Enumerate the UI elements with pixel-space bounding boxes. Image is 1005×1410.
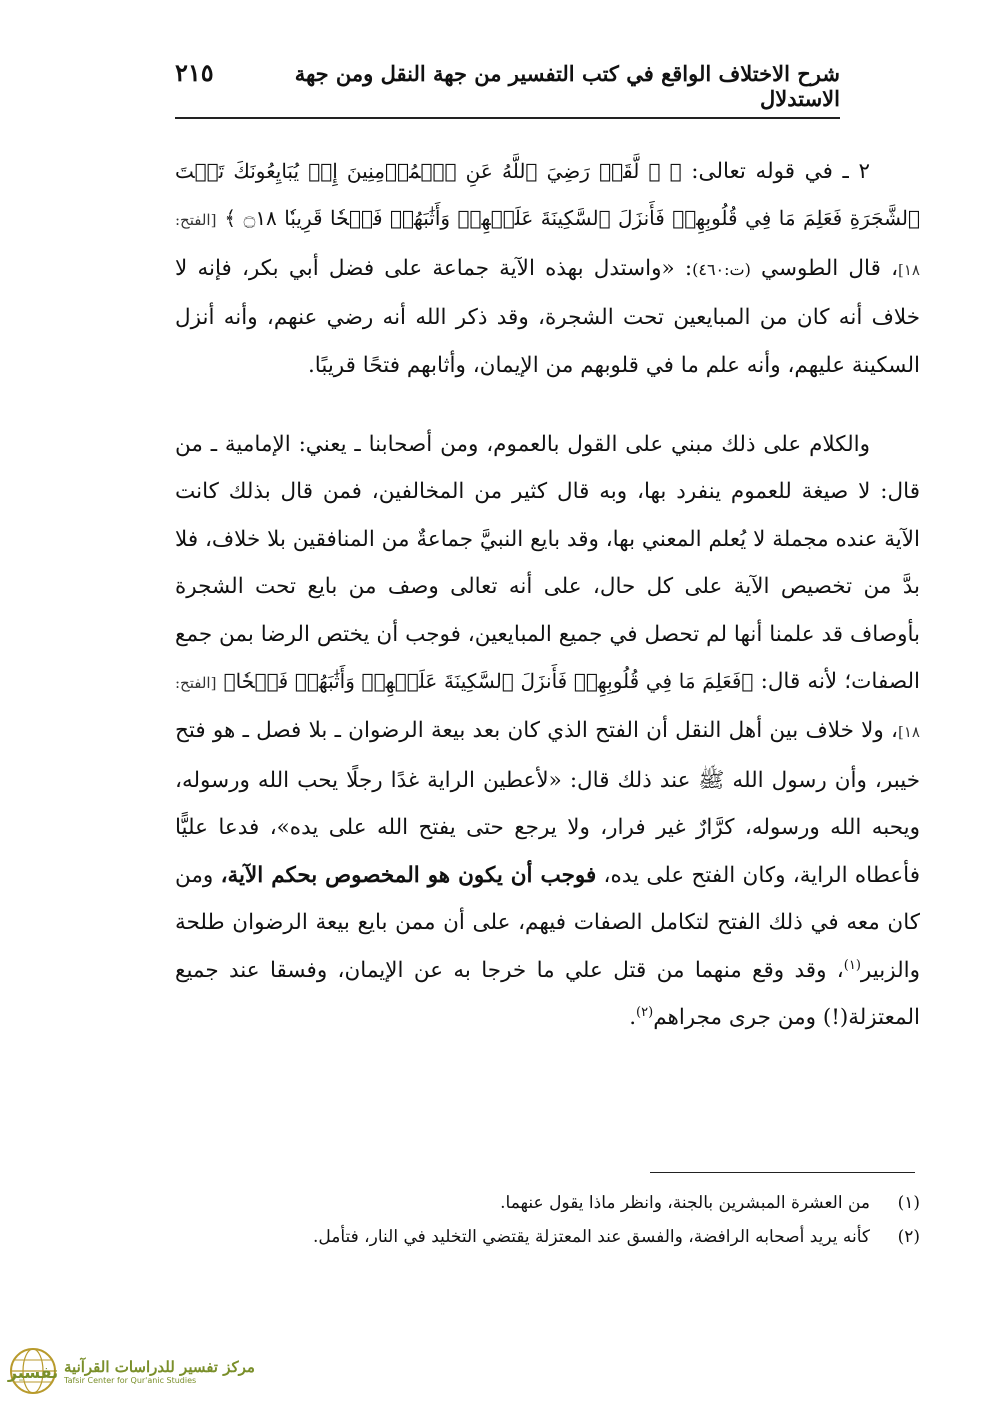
death-date: (ت:٤٦٠)	[692, 259, 751, 279]
para1-text: : «واستدل بهذه الآية جماعة على فضل أبي بكر، فإنه لا خلاف أنه كان من المبايعين تحت الشجرة، وقد ذكر الله أنه رضي عنهم، وأنه أنزل السكينة عليهم، وأنه علم ما في قلوبهم من الإيمان، وأثابهم فتحًا قريبًا.	[175, 255, 920, 378]
header-title: شرح الاختلاف الواقع في كتب التفسير من جهة النقل ومن جهة الاستدلال	[294, 61, 840, 111]
footnote-number: (٢)	[897, 1227, 920, 1247]
para2-text-c: ومن كان معه في ذلك الفتح لتكامل الصفات فيهم، على أن ممن بايع بيعة الرضوان طلحة والزبير	[175, 862, 920, 983]
footnote-text: كأنه يريد أصحابه الرافضة، والفسق عند المعتزلة يقتضي التخليد في النار، فتأمل.	[312, 1227, 870, 1247]
running-header	[175, 58, 840, 119]
para1-lead: ٢ ـ في قوله تعالى:	[681, 159, 870, 184]
para2-text-b: ، ولا خلاف بين أهل النقل أن الفتح الذي كان بعد بيعة الرضوان ـ بلا فصل ـ هو فتح خيبر، وأن رسول الله ﷺ عند ذلك قال: «لأعطين الراية غدًا رجلًا يحب الله ورسوله، ويحبه الله ورسوله، كرَّارٌ غير فرار، ولا يرجع حتى يفتح الله على يده»، فدعا عليًّا فأعطاه الراية، وكان الفتح على يده،	[175, 718, 920, 888]
quran-verse: ﴿ ۞ لَّقَدۡ رَضِيَ ٱللَّهُ عَنِ ٱلۡمُؤۡمِنِينَ إِذۡ يُبَايِعُونَكَ تَحۡتَ ٱلشَّجَرَةِ فَعَلِمَ مَا فِي قُلُوبِهِمۡ فَأَنزَلَ ٱلسَّكِينَةَ عَلَيۡهِمۡ وَأَثَٰبَهُمۡ فَتۡحٗا قَرِيبٗا ۝١٨ ﴾	[175, 159, 921, 231]
para2-text-e: .	[629, 1004, 637, 1030]
footnote-number: (١)	[897, 1193, 920, 1213]
quran-verse-2: ﴿فَعَلِمَ مَا فِي قُلُوبِهِمۡ فَأَنزَلَ ٱلسَّكِينَةَ عَلَيۡهِمۡ وَأَثَٰبَهُمۡ فَتۡحٗا﴾	[223, 669, 754, 694]
footnote-item	[180, 1220, 920, 1254]
verse-reference: [الفتح: ١٨]	[175, 211, 920, 279]
logo-mark-text: تفسير	[7, 1363, 59, 1382]
bold-statement: فوجب أن يكون هو المخصوص بحكم الآية،	[220, 862, 597, 888]
footnote-marker-2[interactable]: (٢)	[636, 1004, 654, 1020]
logo-english: Tafsir Center for Qur'anic Studies	[64, 1375, 197, 1385]
para1-after-ref: ، قال الطوسي	[750, 255, 899, 281]
footnotes	[180, 1186, 920, 1254]
footnote-divider	[650, 1172, 915, 1173]
footnote-marker-1[interactable]: (١)	[843, 957, 861, 973]
logo-arabic: مركز تفسير للدراسات القرآنية	[64, 1357, 255, 1376]
para2-text-a: والكلام على ذلك مبني على القول بالعموم، ومن أصحابنا ـ يعني: الإمامية ـ من قال: لا صيغة للعموم ينفرد بها، وبه قال كثير من المخالفين، فمن قال بذلك كانت الآية عنده مجملة لا يُعلم المعني بها، وقد بايع النبيَّ جماعةٌ من المنافقين بلا خلاف، فلا بدَّ من تخصيص الآية على كل حال، على أنه تعالى وصف من بايع تحت الشجرة بأوصاف قد علمنا أنها لم تحصل في جميع المبايعين، فوجب أن يختص الرضا بمن جمع الصفات؛ لأنه قال:	[175, 432, 921, 695]
main-text	[175, 148, 920, 1041]
footnote-text: من العشرة المبشرين بالجنة، وانظر ماذا يقول عنهما.	[500, 1193, 870, 1213]
page-number: ٢١٥	[175, 58, 214, 87]
globe-logo-icon	[6, 1346, 60, 1396]
verse-reference-2: [الفتح: ١٨]	[175, 674, 920, 742]
tafsir-center-logo	[6, 1345, 255, 1397]
paragraph-1	[175, 148, 920, 389]
paragraph-2	[175, 421, 920, 1041]
logo-wordmark	[64, 1358, 255, 1385]
para2-text-d: ، وقد وقع منهما من قتل علي ما خرجا به عن الإيمان، وفسقا عند جميع المعتزلة(!) ومن جرى مجراهم	[175, 957, 920, 1030]
footnote-item	[180, 1186, 920, 1220]
